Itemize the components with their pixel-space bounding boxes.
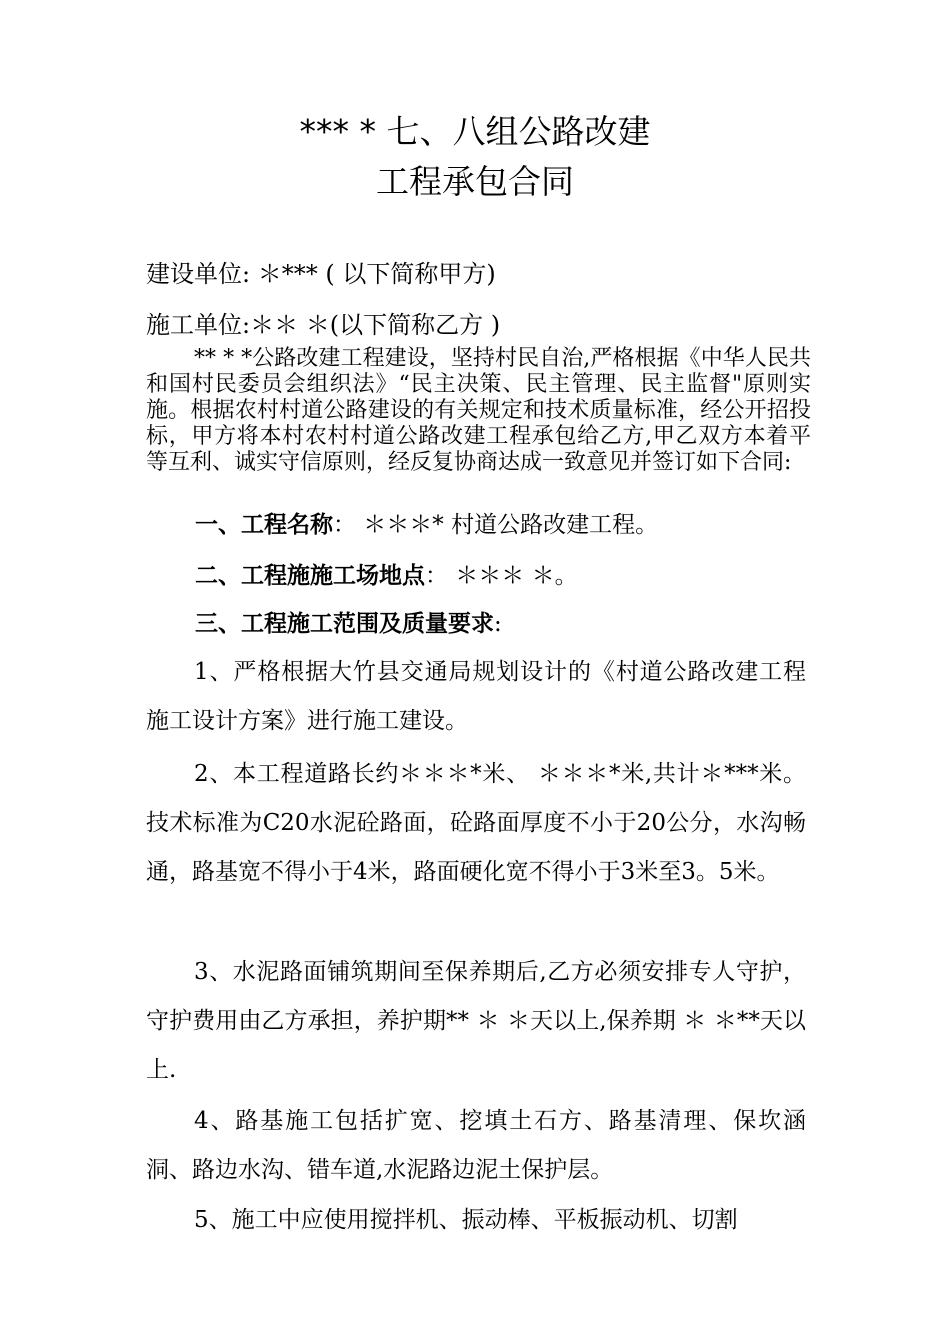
intro-text: ** * *公路改建工程建设，坚持村民自治,严格根据《中华人民共和国村民委员会组织法》“民主决策、民主管理、民主监督"原则实施。根据农村村道公路建设的有关规定和技术质量标准，经公开招投标，甲方将本村农村村道公路改建工程承包给乙方,甲乙双方本着平等互利、诚实守信原则，经反复协商达成一致意见并签订如下合同: xyxy=(146,346,811,475)
clause-4 xyxy=(146,1097,806,1195)
section-2 xyxy=(195,561,578,591)
clause-text: 4、路基施工包括扩宽、挖填土石方、路基清理、保坎涵洞、路边水沟、错车道,水泥路边泥土保护层。 xyxy=(146,1108,806,1183)
clause-text: 2、本工程道路长约＊＊＊*米、 ＊＊＊*米,共计＊***米。技术标准为C20水泥砼路面，砼路面厚度不小于20公分，水沟畅通，路基宽不得小于4米，路面硬化宽不得小于3米至3。5米。 xyxy=(146,761,806,885)
section-text: ： ＊＊＊ ＊。 xyxy=(425,563,578,589)
title-line-2: 工程承包合同 xyxy=(376,162,574,201)
section-heading: 一、工程名称 xyxy=(195,512,333,538)
clause-text: 1、严格根据大竹县交通局规划设计的《村道公路改建工程施工设计方案》进行施工建设。 xyxy=(146,659,806,734)
intro-paragraph xyxy=(146,346,811,476)
contractor-party: 施工单位:＊＊ ＊(以下简称乙方 ) xyxy=(146,311,501,339)
clause-2 xyxy=(146,750,806,897)
section-text: ： ＊＊＊* 村道公路改建工程。 xyxy=(333,512,659,538)
section-1 xyxy=(195,510,658,540)
builder-party: 建设单位: ＊*** ( 以下简称甲方) xyxy=(146,260,496,288)
section-text: : xyxy=(494,611,502,637)
clause-text: 3、水泥路面铺筑期间至保养期后,乙方必须安排专人守护，守护费用由乙方承担，养护期** ＊ ＊天以上,保养期 ＊ ＊**天以上. xyxy=(146,959,806,1083)
section-heading: 三、工程施工范围及质量要求 xyxy=(195,611,494,637)
clause-text: 5、施工中应使用搅拌机、振动棒、平板振动机、切割 xyxy=(194,1207,738,1233)
section-3 xyxy=(195,609,502,639)
clause-3 xyxy=(146,948,806,1095)
clause-1 xyxy=(146,648,806,746)
title-line-1: *** * 七、八组公路改建 xyxy=(299,112,651,151)
section-heading: 二、工程施施工场地点 xyxy=(195,563,425,589)
clause-5 xyxy=(146,1196,806,1245)
